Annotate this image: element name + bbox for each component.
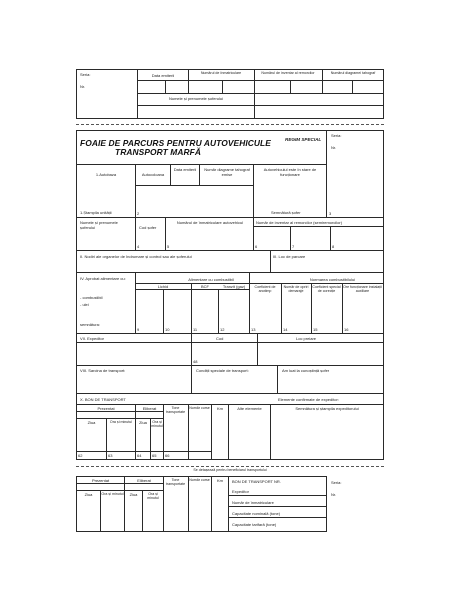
detaseaza-label: Se detașează pentru beneficiarul transportului	[193, 468, 267, 472]
norma-header: Normarea combustibilului	[309, 277, 356, 282]
col-bcf: BCF	[201, 284, 209, 289]
n63: 63	[108, 453, 113, 458]
ora-minut-label-2: Ora și minutul	[151, 420, 163, 428]
stub-prezentat: Prezentat	[91, 478, 110, 483]
n9: 9	[137, 327, 140, 332]
stub-seria: Seria:	[331, 480, 342, 485]
n4: 4	[137, 244, 140, 249]
n48: 48	[193, 359, 198, 364]
loc-preiare-label: Loc preiare	[296, 336, 317, 341]
top-stub-nr-diagrama: Numărul diagramei tahograf	[330, 71, 376, 75]
stub-expeditor: Expeditor	[232, 489, 249, 494]
top-stub-data-emiterii: Data emiterii	[151, 73, 175, 78]
alimentare-header: Alimentare cu combustibil	[188, 277, 234, 282]
bon-transport-label: X. BON DE TRANSPORT	[80, 397, 126, 402]
cod-label: Cod	[216, 336, 224, 341]
stub-ora-minut-2: Ora și minutul	[147, 492, 159, 500]
combustibil-label: - combustibil	[80, 295, 103, 300]
top-stub-nr-inmatriculare: Numărul de înmatriculare	[200, 71, 242, 75]
form-nr: Nr.	[331, 145, 337, 150]
form-title-line2: TRANSPORT MARFĂ	[115, 147, 202, 157]
stub-numar-curse: Număr curse	[189, 478, 210, 482]
nr-inmatriculare-auto-label: Numărul de înmatriculare autovehicul	[176, 220, 244, 225]
n5: 5	[167, 244, 170, 249]
n8: 8	[332, 244, 335, 249]
top-stub-nr: Nr.	[80, 84, 86, 89]
n64: 64	[137, 453, 142, 458]
nr-diagrame-label: Număr diagrame tahograf emise	[204, 167, 250, 177]
col-coef-special: Coeficient special de corecție	[312, 285, 341, 293]
stub-km: Km	[217, 478, 223, 483]
stub-eliberat: Eliberat	[137, 478, 151, 483]
prezentat-label: Prezentat	[97, 406, 115, 411]
km-label: Km	[217, 406, 223, 411]
regim-special: REGIM SPECIAL	[285, 137, 322, 142]
nodiri-label: II. Nodiri ale organelor de îndrumare și control sau ale șoferului	[80, 254, 192, 259]
elemente-confirmate-label: Elemente confirmate de expeditor:	[278, 397, 339, 402]
sarcina-label: VIII. Sarcina de transport:	[80, 368, 126, 373]
n3: 3	[329, 211, 332, 216]
col-nr-opriri: Număr de opriri demaraje	[283, 285, 309, 293]
conditii-label: Condiții speciale de transport:	[196, 368, 249, 373]
n12: 12	[220, 327, 225, 332]
loc-parcare-label: III. Loc de parcare	[273, 254, 306, 259]
col-coef-anotimp: Coeficient de anotimp	[254, 285, 276, 293]
top-stub-sofer: Numele și prenumele șoferului	[168, 96, 224, 101]
form-title-line1: FOAIE DE PARCURS PENTRU AUTOVEHICULE	[80, 138, 271, 148]
stub-nr-inmatriculare: Număr de înmatriculare	[232, 500, 274, 505]
n10: 10	[165, 327, 170, 332]
n7: 7	[292, 244, 295, 249]
n66: 66	[165, 453, 170, 458]
n6: 6	[255, 244, 258, 249]
ora-minut-label: Ora și minutul	[109, 420, 133, 424]
expeditor-label: VII. Expeditor	[80, 336, 105, 341]
n14: 14	[283, 327, 288, 332]
n62: 62	[78, 453, 83, 458]
top-stub-seria: Seria:	[80, 72, 91, 77]
col-transit: Tranzit (gaz)	[222, 284, 246, 289]
stub-ziua: Ziua	[84, 492, 93, 497]
numar-curse-label: Număr curse	[189, 406, 210, 410]
am-luat-label: Am luat la cunoștință șofer	[282, 368, 330, 373]
col-lichid: Lichid	[157, 284, 169, 289]
n13: 13	[251, 327, 256, 332]
cut-line-bottom	[76, 466, 384, 467]
nr-inventar-remorci-label: Număr de inventar al remorcilor (semiremorcilor)	[256, 220, 343, 225]
autoveh-stare-label: Autovehiculul este în stare de funcționare	[263, 167, 317, 177]
alte-elemente-label: Alte elemente	[237, 406, 262, 411]
autobaza-label: 1.Autobaza	[95, 172, 117, 177]
tone-transport-label: Tone transportate	[165, 406, 186, 414]
stub-tone: Tone transportate	[165, 478, 186, 486]
ziua-label: Ziua	[87, 420, 96, 425]
autocoloana-label: Autocoloana	[141, 172, 165, 177]
semnatura-stampila-label: Semnătura și ștampila expeditorului	[295, 406, 359, 411]
ziua-label-2: Ziua	[139, 420, 147, 425]
stub-ziua-2: Ziua	[129, 492, 138, 497]
data-emiterii-label: Data emiterii	[173, 167, 197, 172]
top-stub-nr-inventar: Numărul de inventar al remorcilor	[261, 71, 315, 75]
aprobat-label: IV. Aprobat alimentare cu:	[80, 276, 126, 281]
n2: 2	[137, 211, 140, 216]
cut-line-top	[76, 124, 384, 125]
nume-sofer-label: Numele și prenumele șoferului	[80, 220, 118, 230]
n65: 65	[152, 453, 157, 458]
stub-capacitate-nominala: Capacitate nominală (tone)	[232, 511, 281, 516]
semnatura-label: semnătura:	[80, 322, 101, 327]
stub-ora-minut: Ora și minutul	[101, 492, 124, 496]
ulei-label: - ulei	[80, 302, 89, 307]
semnatura-sofer-label: Semnătură șofer	[271, 210, 301, 215]
stub-bon-title: BON DE TRANSPORT NR.	[232, 479, 281, 484]
form-seria: Seria:	[331, 133, 342, 138]
col-ore-functionare: Ore funcționare instalații auxiliare	[343, 285, 382, 293]
eliberat-label: Eliberat	[142, 406, 157, 411]
stampila-label: 1.Ștampila unității	[80, 210, 112, 215]
n15: 15	[313, 327, 318, 332]
cod-sofer-label: Cod șofer	[139, 225, 157, 230]
n11: 11	[193, 327, 198, 332]
stub-nr: Nr.	[331, 492, 337, 497]
n16: 16	[344, 327, 349, 332]
stub-capacitate-tarifara: Capacitate tarifară (tone)	[232, 522, 277, 527]
